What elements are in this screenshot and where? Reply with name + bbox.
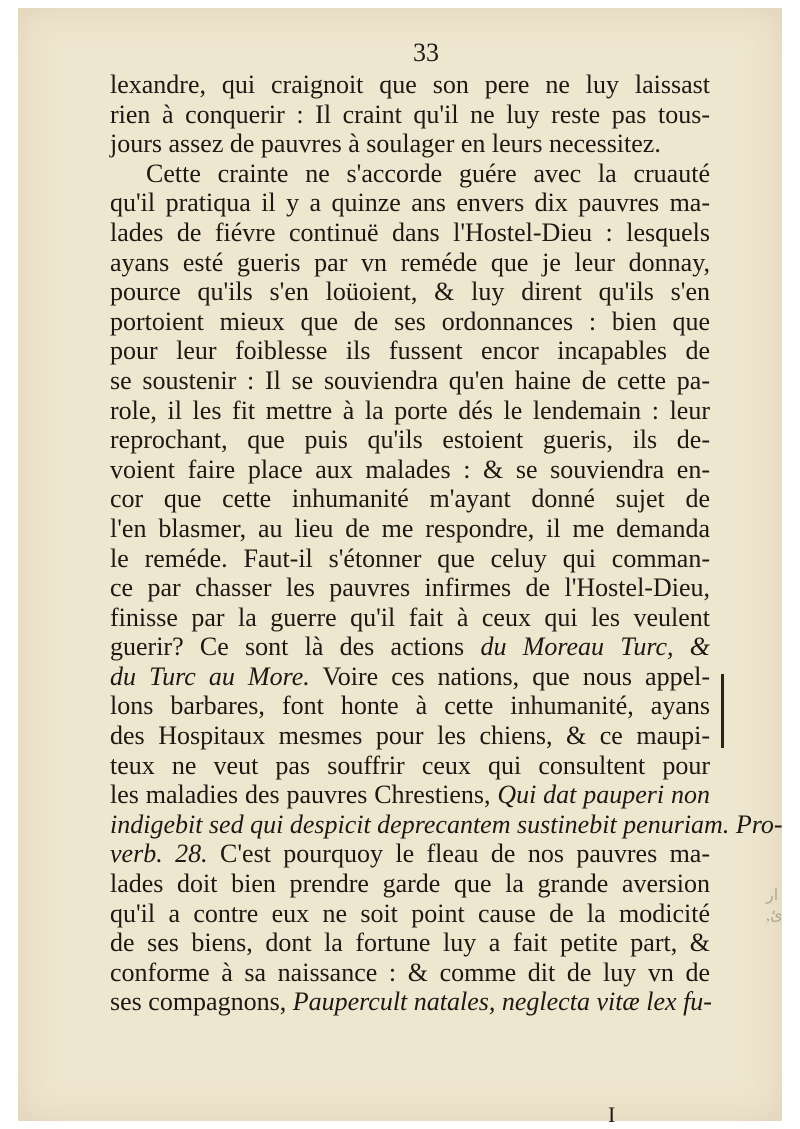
text-line bbox=[110, 100, 710, 130]
text-segment: lades doit bien prendre garde que la grande aversion bbox=[110, 869, 710, 899]
text-segment: Cette crainte ne s'accorde guére avec la cruauté bbox=[146, 158, 710, 188]
text-segment: role, il les fit mettre à la porte dés le lendemain : leur bbox=[110, 395, 710, 425]
text-segment: conforme à sa naissance : & comme dit de luy vn de bbox=[110, 957, 710, 987]
text-segment: lexandre, qui craignoit que son pere ne luy laissast bbox=[110, 70, 710, 99]
text-segment: reprochant, que puis qu'ils estoient gueris, ils de- bbox=[110, 425, 710, 455]
text-line bbox=[110, 159, 710, 189]
text-segment: ce par chasser les pauvres infirmes de l'Hostel-Dieu, bbox=[110, 573, 710, 603]
text-line bbox=[110, 366, 710, 396]
text-segment: portoient mieux que de ses ordonnances : bien que bbox=[110, 306, 710, 336]
text-line bbox=[110, 336, 710, 366]
text-line bbox=[110, 839, 710, 869]
text-segment: se soustenir : Il se souviendra qu'en haine de cette pa- bbox=[110, 365, 710, 395]
book-page bbox=[18, 8, 783, 1127]
text-segment: finisse par la guerre qu'il fait à ceux qui les veulent bbox=[110, 602, 710, 632]
text-line bbox=[110, 809, 783, 840]
italic-text-segment: indigebit sed qui despicit deprecantem sustinebit penuriam. Pro- bbox=[110, 809, 783, 839]
text-line bbox=[110, 751, 710, 781]
text-segment: ses compagnons, bbox=[110, 987, 293, 1017]
text-segment: les maladies des pauvres Chrestiens, bbox=[110, 780, 498, 810]
text-segment: de ses biens, dont la fortune luy a fait petite part, & bbox=[110, 928, 710, 958]
text-segment: le reméde. Faut-il s'étonner que celuy qui comman- bbox=[110, 543, 710, 573]
signature-mark: I bbox=[608, 1102, 616, 1127]
italic-text-segment: Qui dat pauperi non bbox=[497, 780, 710, 810]
show-through-mark: ار ,ئ bbox=[766, 887, 783, 924]
text-segment: qu'il a contre eux ne soit point cause de la modicité bbox=[110, 898, 710, 928]
text-line bbox=[110, 514, 710, 544]
text-segment: jours assez de pauvres à soulager en leurs necessitez. bbox=[110, 129, 661, 159]
text-segment: teux ne veut pas souffrir ceux qui consultent pour bbox=[110, 750, 710, 780]
text-line bbox=[110, 721, 710, 751]
text-segment: voient faire place aux malades : & se souviendra en- bbox=[110, 454, 710, 484]
page-number: 33 bbox=[413, 38, 439, 67]
text-line bbox=[110, 987, 710, 1017]
text-line bbox=[110, 662, 710, 692]
text-line bbox=[110, 869, 710, 899]
italic-text-segment: Paupercult natales, neglecta vitæ lex fu- bbox=[292, 987, 712, 1017]
text-line bbox=[110, 70, 710, 100]
text-segment: rien à conquerir : Il craint qu'il ne luy reste pas tous- bbox=[110, 99, 710, 129]
text-line bbox=[110, 544, 710, 574]
text-line bbox=[110, 958, 710, 988]
text-line bbox=[110, 129, 710, 159]
text-line bbox=[110, 248, 710, 278]
text-line bbox=[110, 425, 710, 455]
margin-bracket-mark bbox=[721, 674, 724, 748]
text-segment: pour leur foiblesse ils fussent encor incapables de bbox=[110, 336, 710, 366]
text-segment: des Hospitaux mesmes pour les chiens, & ce maupi- bbox=[110, 721, 710, 751]
text-line bbox=[110, 218, 710, 248]
text-segment: lons barbares, font honte à cette inhumanité, ayans bbox=[110, 691, 710, 721]
text-segment: qu'il pratiqua il y a quinze ans envers dix pauvres ma- bbox=[110, 188, 710, 218]
italic-text-segment: du Moreau Turc, & bbox=[480, 632, 710, 662]
text-segment: pource qu'ils s'en loüoient, & luy dirent qu'ils s'en bbox=[110, 277, 710, 307]
text-line bbox=[110, 899, 710, 929]
italic-text-segment: du Turc au More. bbox=[110, 661, 310, 691]
text-line bbox=[110, 780, 710, 810]
text-line bbox=[110, 691, 710, 721]
text-line bbox=[110, 603, 710, 633]
text-segment: Voire ces nations, que nous appel- bbox=[309, 661, 710, 691]
text-segment: C'est pourquoy le fleau de nos pauvres ma- bbox=[207, 839, 711, 869]
text-line bbox=[110, 277, 710, 307]
text-line bbox=[110, 573, 710, 603]
text-line bbox=[110, 632, 710, 662]
text-segment: l'en blasmer, au lieu de me respondre, il me demanda bbox=[110, 513, 710, 543]
text-segment: lades de fiévre continuë dans l'Hostel-Dieu : lesquels bbox=[110, 217, 710, 247]
text-segment: ayans esté gueris par vn reméde que je leur donnay, bbox=[110, 247, 710, 277]
text-line bbox=[110, 455, 710, 485]
text-line bbox=[110, 307, 710, 337]
text-line bbox=[110, 484, 710, 514]
text-segment: cor que cette inhumanité m'ayant donné sujet de bbox=[110, 484, 710, 514]
text-line bbox=[110, 396, 710, 426]
text-line bbox=[110, 928, 710, 958]
italic-text-segment: verb. 28. bbox=[110, 839, 208, 869]
text-segment: guerir? Ce sont là des actions bbox=[110, 632, 481, 662]
text-line bbox=[110, 188, 710, 218]
